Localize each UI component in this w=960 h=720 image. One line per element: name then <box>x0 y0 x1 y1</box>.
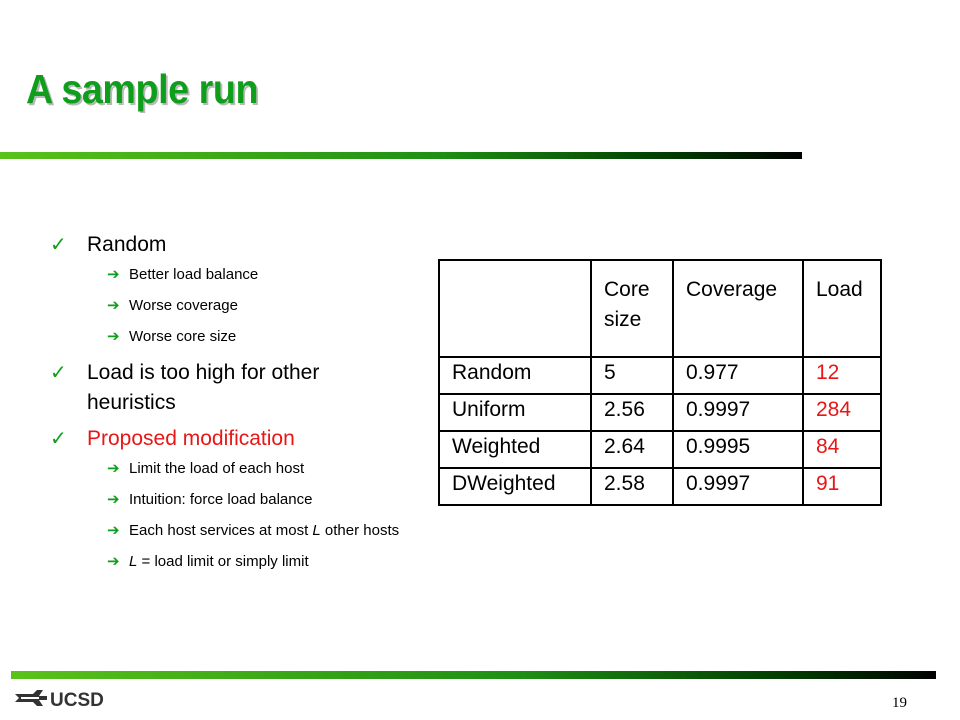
sub-bullet-text: Better load balance <box>129 266 259 283</box>
title-divider-bar <box>0 152 802 159</box>
table-cell: DWeighted <box>439 468 591 505</box>
table-row <box>439 468 881 505</box>
table-cell-load: 284 <box>803 394 881 431</box>
sub-bullet-item <box>50 459 410 478</box>
arrow-right-icon: ➔ <box>107 266 120 283</box>
bullet-group <box>50 424 410 571</box>
table-cell-load: 12 <box>803 357 881 394</box>
table-row <box>439 394 881 431</box>
table-cell-load: 91 <box>803 468 881 505</box>
sub-bullet-text: Each host services at most L other hosts <box>129 522 400 539</box>
table-header-cell <box>439 260 591 357</box>
sub-bullet-item <box>50 521 410 540</box>
table-cell: 0.9995 <box>673 431 803 468</box>
sub-bullet-item <box>50 490 410 509</box>
checkmark-icon: ✓ <box>50 428 67 450</box>
table-cell: 2.58 <box>591 468 673 505</box>
sub-bullet-text: Limit the load of each host <box>129 460 305 477</box>
bullet-item <box>50 358 410 418</box>
sub-bullet-text: L = load limit or simply limit <box>129 553 309 570</box>
arrow-right-icon: ➔ <box>107 297 120 314</box>
bullet-group <box>50 358 410 418</box>
table-row <box>439 357 881 394</box>
slide-title: A sample run <box>26 66 259 112</box>
table-cell: 0.9997 <box>673 394 803 431</box>
table-cell: 2.56 <box>591 394 673 431</box>
logo-text: UCSD <box>50 690 104 711</box>
bullet-item <box>50 424 410 454</box>
results-table <box>438 259 882 506</box>
table-cell: 2.64 <box>591 431 673 468</box>
footer-divider-bar <box>11 671 936 679</box>
arrow-right-icon: ➔ <box>107 522 120 539</box>
bullet-text: Load is too high for other heuristics <box>87 361 320 414</box>
sub-bullet-item <box>50 296 410 315</box>
arrow-right-icon: ➔ <box>107 460 120 477</box>
bullet-list <box>50 230 410 583</box>
bullet-group <box>50 230 410 346</box>
arrow-right-icon: ➔ <box>107 553 120 570</box>
sub-bullet-item <box>50 327 410 346</box>
table-header-cell: Core size <box>591 260 673 357</box>
table-row <box>439 431 881 468</box>
arrow-right-icon: ➔ <box>107 328 120 345</box>
sub-bullet-item <box>50 265 410 284</box>
checkmark-icon: ✓ <box>50 234 67 256</box>
table-header-row <box>439 260 881 357</box>
page-number: 19 <box>892 695 907 711</box>
table-header-cell: Load <box>803 260 881 357</box>
table-cell: 0.9997 <box>673 468 803 505</box>
sub-bullet-item <box>50 552 410 571</box>
table-cell: 5 <box>591 357 673 394</box>
arrow-right-icon: ➔ <box>107 491 120 508</box>
ucsd-logo <box>13 686 118 712</box>
bullet-text: Proposed modification <box>87 427 295 450</box>
table-cell-load: 84 <box>803 431 881 468</box>
table-cell: Uniform <box>439 394 591 431</box>
bullet-text: Random <box>87 233 167 256</box>
trident-icon <box>15 690 47 706</box>
bullet-item <box>50 230 410 260</box>
sub-bullet-text: Worse coverage <box>129 297 238 314</box>
sub-bullet-text: Worse core size <box>129 328 237 345</box>
table-cell: Weighted <box>439 431 591 468</box>
checkmark-icon: ✓ <box>50 362 67 384</box>
sub-bullet-text: Intuition: force load balance <box>129 491 313 508</box>
table-cell: 0.977 <box>673 357 803 394</box>
table-cell: Random <box>439 357 591 394</box>
table-header-cell: Coverage <box>673 260 803 357</box>
